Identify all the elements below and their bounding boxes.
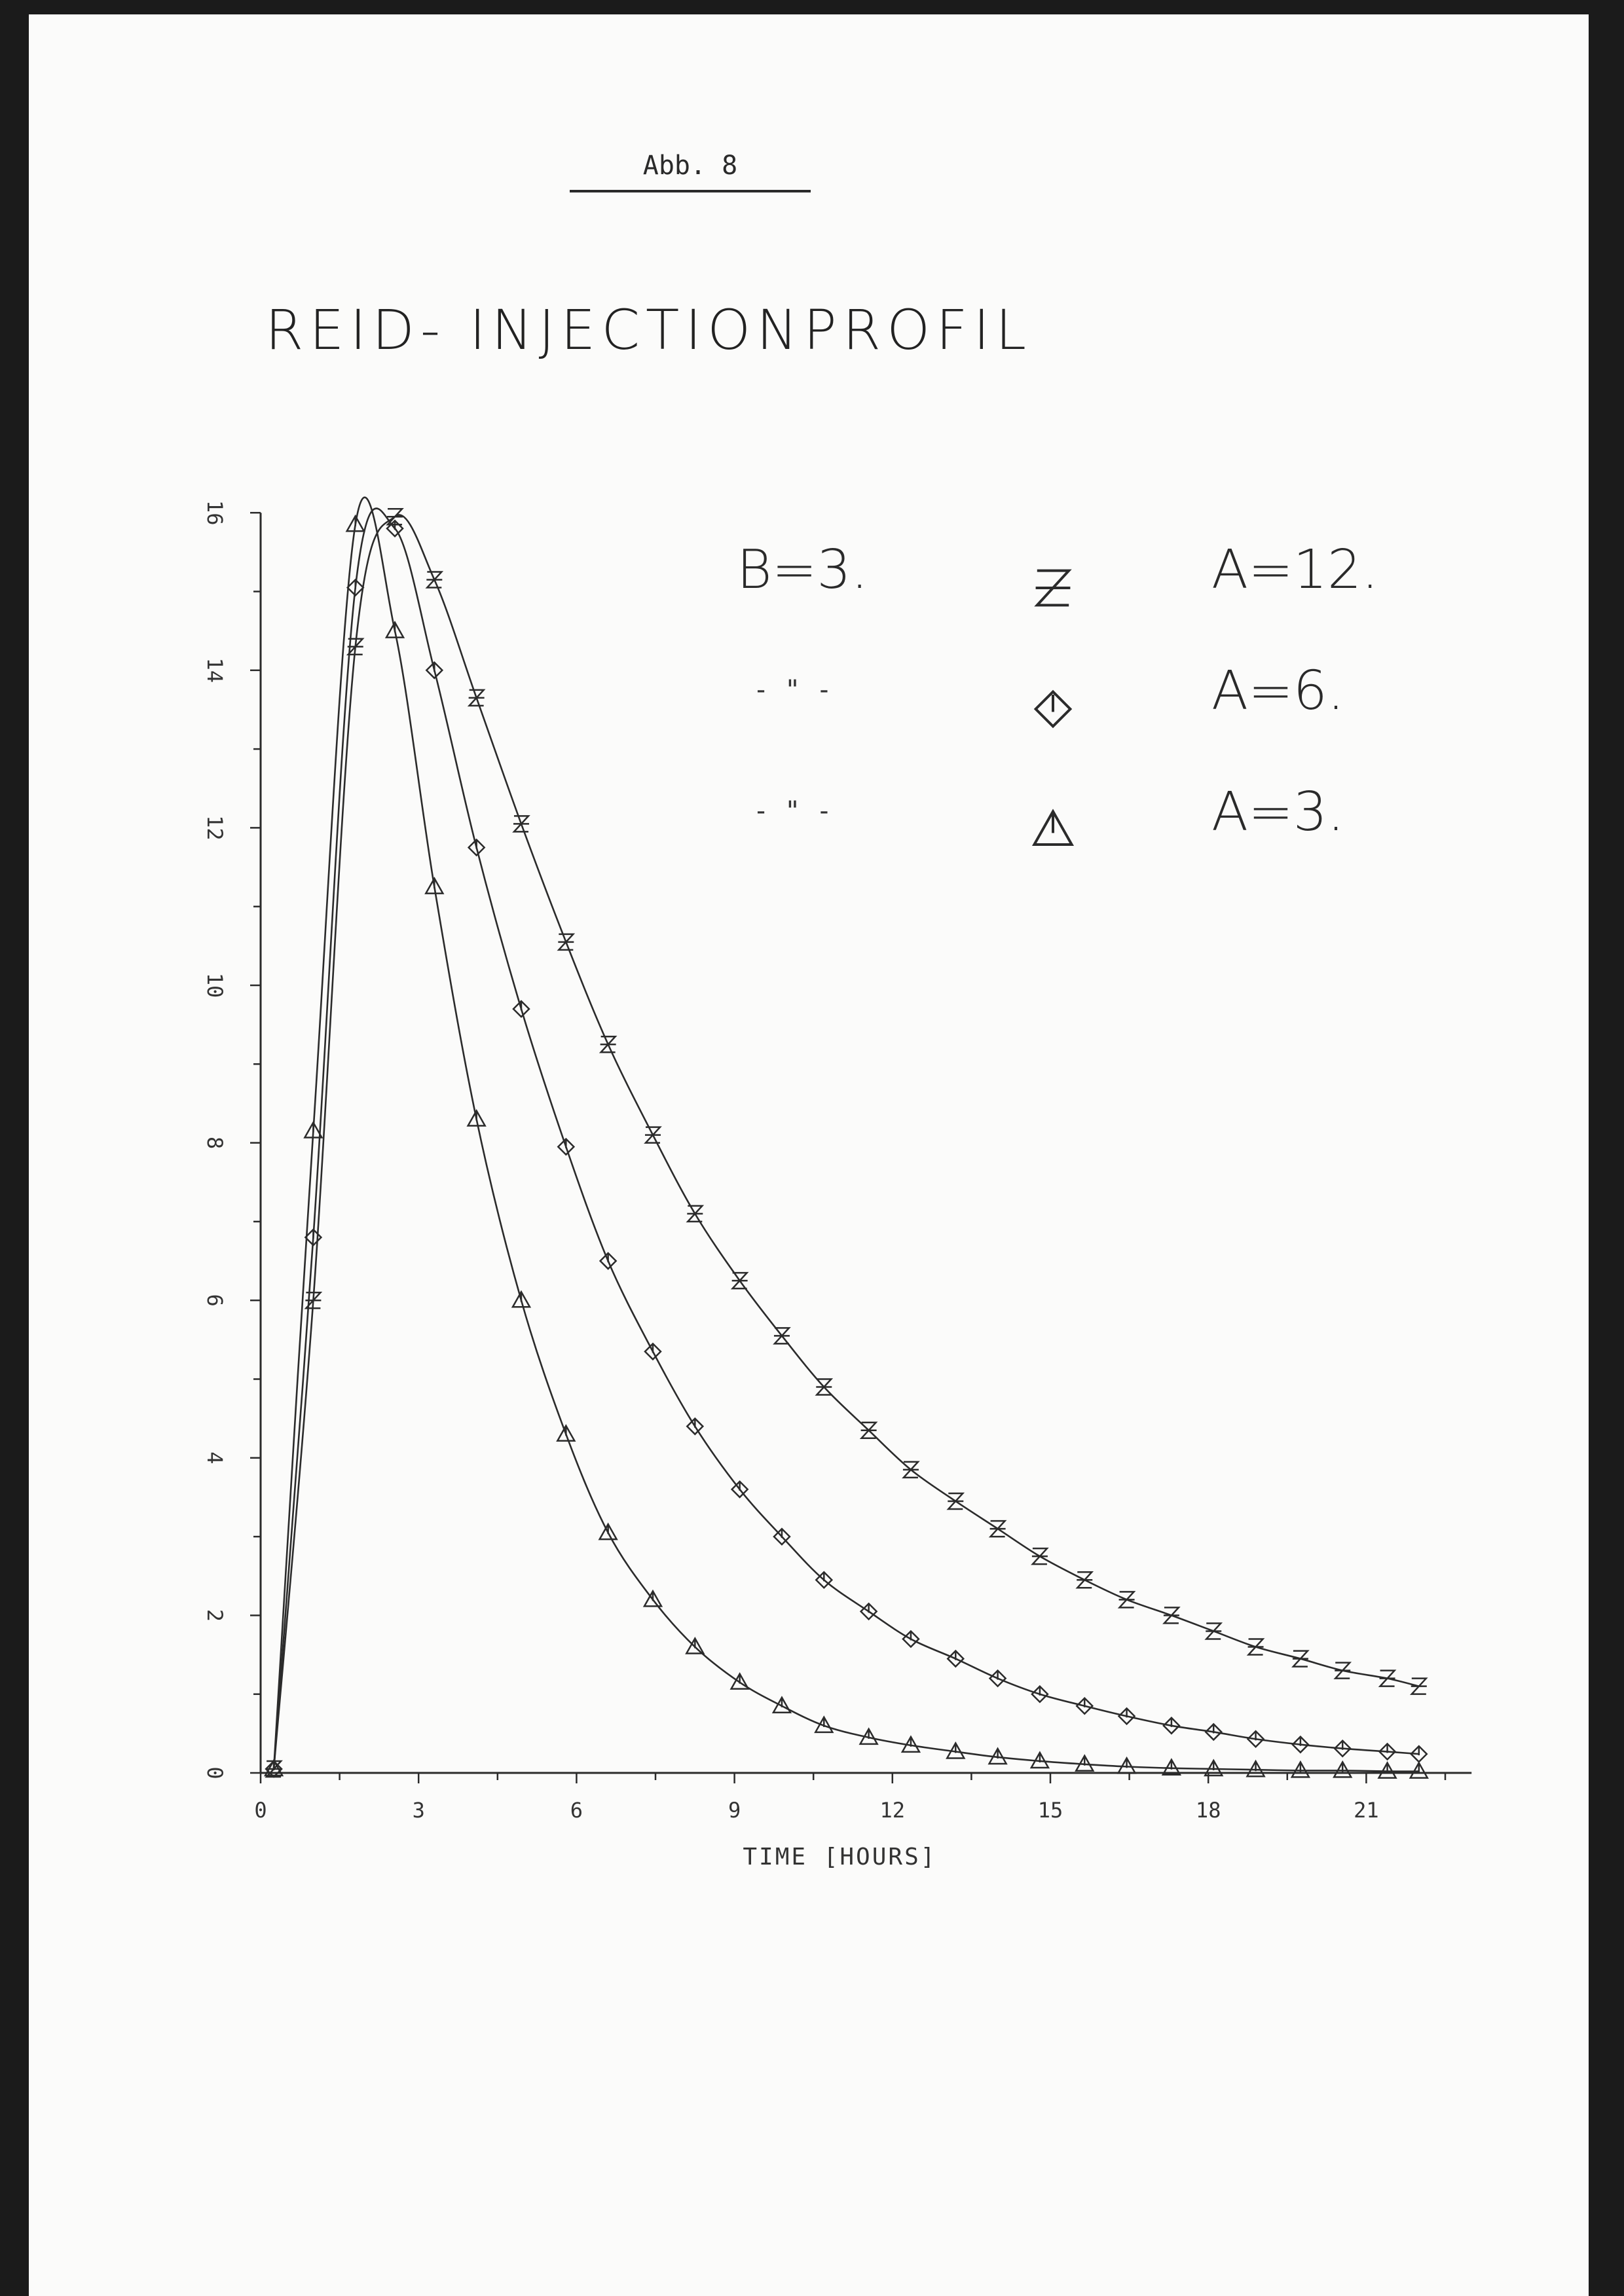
data-point-zee [774, 1328, 790, 1343]
data-point-diamond [1077, 1698, 1092, 1714]
data-point-zee [1335, 1663, 1350, 1679]
data-point-zee [426, 572, 442, 587]
x-tick-label: 18 [1195, 1798, 1221, 1823]
data-point-zee [645, 1127, 661, 1143]
data-point-zee [1077, 1572, 1092, 1588]
legend-b-label: B=3. [737, 539, 868, 601]
y-tick-label: 12 [202, 815, 227, 841]
data-point-diamond [1119, 1708, 1135, 1724]
chart-title: REID- INJECTIONPROFIL [265, 298, 1033, 362]
data-point-zee [1119, 1592, 1135, 1607]
data-point-triangle [1411, 1763, 1428, 1778]
x-tick-label: 9 [728, 1798, 741, 1823]
data-point-zee [1293, 1651, 1308, 1667]
data-point-diamond [600, 1253, 616, 1269]
data-point-zee [1411, 1679, 1427, 1694]
data-point-triangle [1379, 1763, 1396, 1778]
x-tick-label: 15 [1037, 1798, 1063, 1823]
data-point-zee [558, 934, 574, 950]
data-point-zee [600, 1036, 616, 1052]
data-point-triangle [773, 1698, 790, 1713]
data-point-triangle [1292, 1762, 1309, 1777]
data-point-zee [687, 1206, 703, 1222]
data-point-zee [948, 1493, 963, 1509]
figure-heading: Abb. 8 [570, 151, 811, 192]
x-axis-label: TIME [HOURS] [743, 1844, 937, 1870]
data-point-diamond [1164, 1718, 1179, 1734]
x-tick-label: 12 [879, 1798, 906, 1823]
data-point-triangle [1247, 1761, 1264, 1776]
data-point-zee [1380, 1671, 1395, 1686]
y-tick-label: 10 [202, 972, 227, 998]
data-point-diamond [861, 1603, 877, 1619]
legend-b-label: - " - [753, 796, 832, 826]
data-point-diamond [645, 1343, 661, 1359]
data-point-diamond [558, 1139, 574, 1155]
x-tick-label: 21 [1354, 1798, 1379, 1823]
y-tick-label: 6 [202, 1294, 227, 1307]
data-point-triangle [815, 1717, 832, 1732]
legend-b-label: - " - [753, 675, 832, 705]
data-point-zee [1206, 1623, 1221, 1639]
y-tick-label: 2 [202, 1609, 227, 1622]
legend-marker-zee [1036, 571, 1071, 606]
data-point-diamond [903, 1631, 919, 1647]
y-tick-label: 4 [202, 1451, 227, 1465]
data-point-diamond [426, 663, 442, 678]
data-point-diamond [687, 1419, 703, 1434]
x-tick-label: 6 [570, 1798, 583, 1823]
data-point-diamond [469, 839, 485, 855]
data-point-triangle [557, 1426, 574, 1441]
data-point-zee [513, 816, 529, 831]
y-tick-label: 14 [202, 657, 227, 683]
y-tick-label: 16 [202, 500, 227, 526]
legend-marker-diamond [1036, 692, 1071, 727]
x-tick-label: 0 [254, 1798, 267, 1823]
data-point-zee [990, 1521, 1006, 1537]
data-point-diamond [948, 1651, 963, 1667]
data-point-triangle [468, 1111, 485, 1126]
data-point-diamond [513, 1001, 529, 1017]
data-point-triangle [1334, 1762, 1351, 1777]
data-point-diamond [990, 1671, 1006, 1686]
legend-a-label: A=3. [1211, 781, 1345, 843]
data-point-zee [469, 690, 485, 706]
legend-a-label: A=6. [1211, 660, 1345, 722]
data-point-zee [1164, 1607, 1179, 1623]
data-point-zee [1248, 1639, 1264, 1655]
legend-marker-triangle [1034, 811, 1071, 845]
data-point-zee [1032, 1548, 1048, 1564]
legend-a-label: A=12. [1211, 539, 1379, 601]
data-point-triangle [513, 1292, 530, 1307]
data-point-zee [732, 1273, 748, 1288]
y-tick-label: 0 [202, 1766, 227, 1779]
x-tick-label: 3 [412, 1798, 425, 1823]
data-point-triangle [386, 623, 403, 638]
data-point-triangle [600, 1524, 617, 1539]
data-point-triangle [644, 1591, 661, 1606]
y-tick-label: 8 [202, 1136, 227, 1150]
data-point-diamond [1032, 1686, 1048, 1702]
chart-legend [737, 539, 1378, 845]
